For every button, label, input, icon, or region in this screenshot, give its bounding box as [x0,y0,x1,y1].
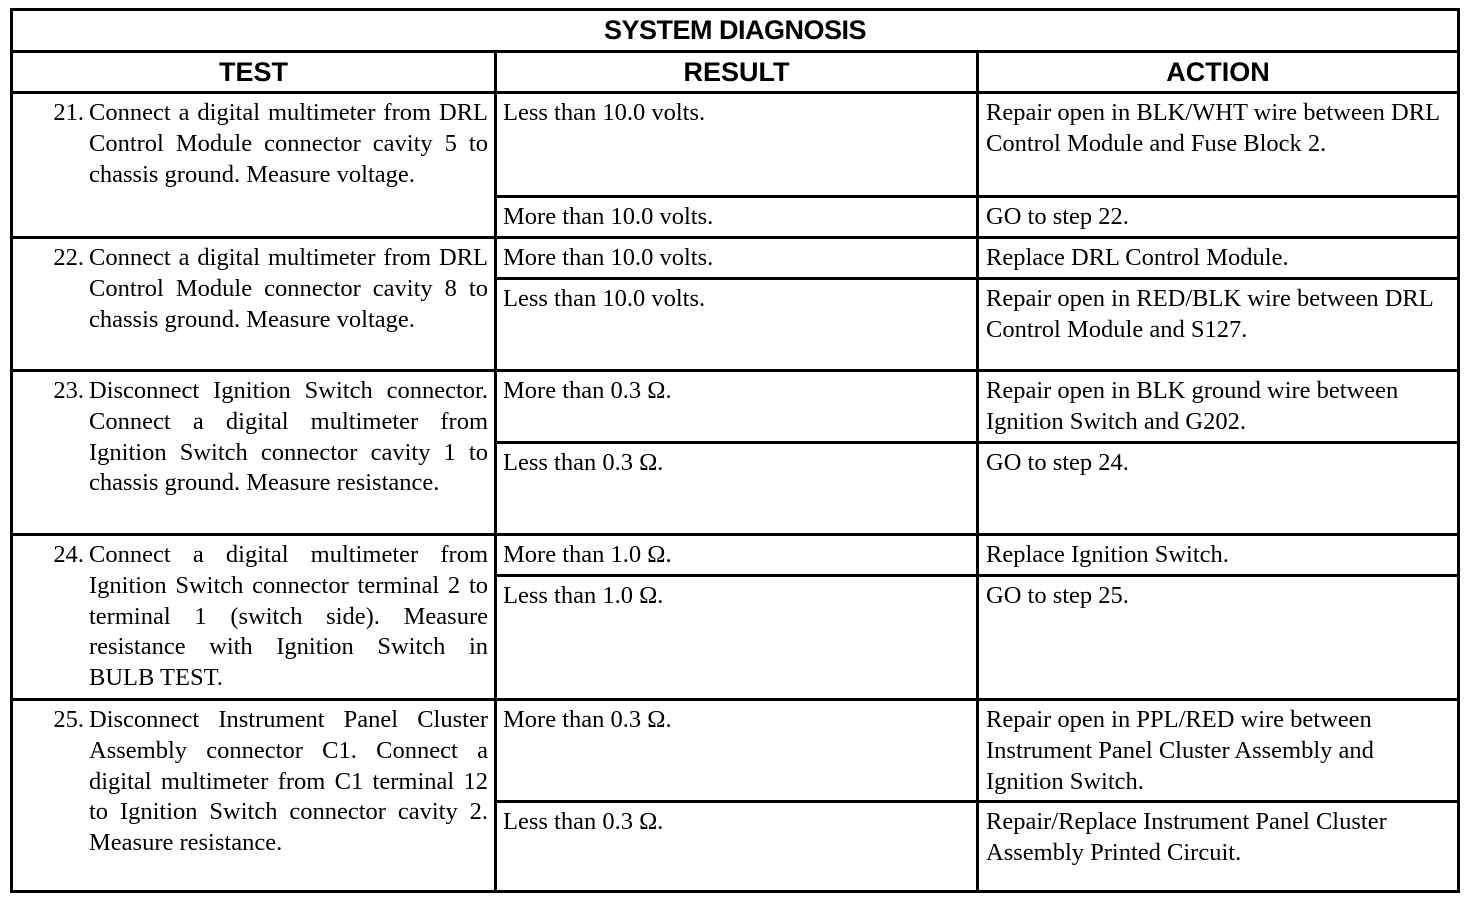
action-cell: Replace Ignition Switch. [978,535,1459,576]
header-action: ACTION [978,52,1459,93]
action-cell: Repair open in RED/BLK wire between DRL Control Module and S127. [978,279,1459,371]
result-cell: More than 10.0 volts. [496,238,978,279]
step-test-text: Connect a digital multimeter from Ignition Switch connector terminal 2 to terminal 1 (switch side). Measure resistance with Ignition Switch in BULB TEST. [89,541,488,692]
table-row [12,238,1459,279]
step-number: 22. [53,244,84,271]
step-number: 25. [53,706,84,733]
step-number: 24. [53,541,84,568]
header-test: TEST [12,52,496,93]
action-cell: Repair/Replace Instrument Panel Cluster Assembly Printed Circuit. [978,802,1459,892]
table-row [12,93,1459,197]
action-cell: Replace DRL Control Module. [978,238,1459,279]
step-test-text: Connect a digital multimeter from DRL Control Module connector cavity 5 to chassis ground. Measure voltage. [89,99,488,188]
test-step-22 [12,238,496,371]
result-cell: More than 1.0 Ω. [496,535,978,576]
test-step-23 [12,371,496,535]
table-row [12,371,1459,443]
step-test-text: Connect a digital multimeter from DRL Control Module connector cavity 8 to chassis ground. Measure voltage. [89,244,488,333]
step-number: 21. [53,99,84,126]
result-cell: More than 0.3 Ω. [496,371,978,443]
step-test-text: Disconnect Ignition Switch connector. Connect a digital multimeter from Ignition Switch connector cavity 1 to chassis ground. Measure resistance. [89,377,488,497]
table-row [12,535,1459,576]
action-cell: Repair open in BLK/WHT wire between DRL Control Module and Fuse Block 2. [978,93,1459,197]
table-title: SYSTEM DIAGNOSIS [12,10,1459,52]
result-cell: Less than 1.0 Ω. [496,576,978,700]
table-row [12,700,1459,802]
result-cell: More than 0.3 Ω. [496,700,978,802]
action-cell: Repair open in BLK ground wire between Ignition Switch and G202. [978,371,1459,443]
system-diagnosis-table [10,8,1460,893]
header-result: RESULT [496,52,978,93]
title-row [12,10,1459,52]
result-cell: Less than 10.0 volts. [496,279,978,371]
step-test-text: Disconnect Instrument Panel Cluster Assembly connector C1. Connect a digital multimeter from C1 terminal 12 to Ignition Switch connector cavity 2. Measure resistance. [89,706,488,857]
result-cell: Less than 10.0 volts. [496,93,978,197]
action-cell: GO to step 22. [978,197,1459,238]
result-cell: Less than 0.3 Ω. [496,443,978,535]
action-cell: GO to step 24. [978,443,1459,535]
result-cell: More than 10.0 volts. [496,197,978,238]
test-step-24 [12,535,496,700]
step-number: 23. [53,377,84,404]
action-cell: GO to step 25. [978,576,1459,700]
result-cell: Less than 0.3 Ω. [496,802,978,892]
header-row [12,52,1459,93]
test-step-21 [12,93,496,238]
test-step-25 [12,700,496,892]
action-cell: Repair open in PPL/RED wire between Instrument Panel Cluster Assembly and Ignition Switch. [978,700,1459,802]
